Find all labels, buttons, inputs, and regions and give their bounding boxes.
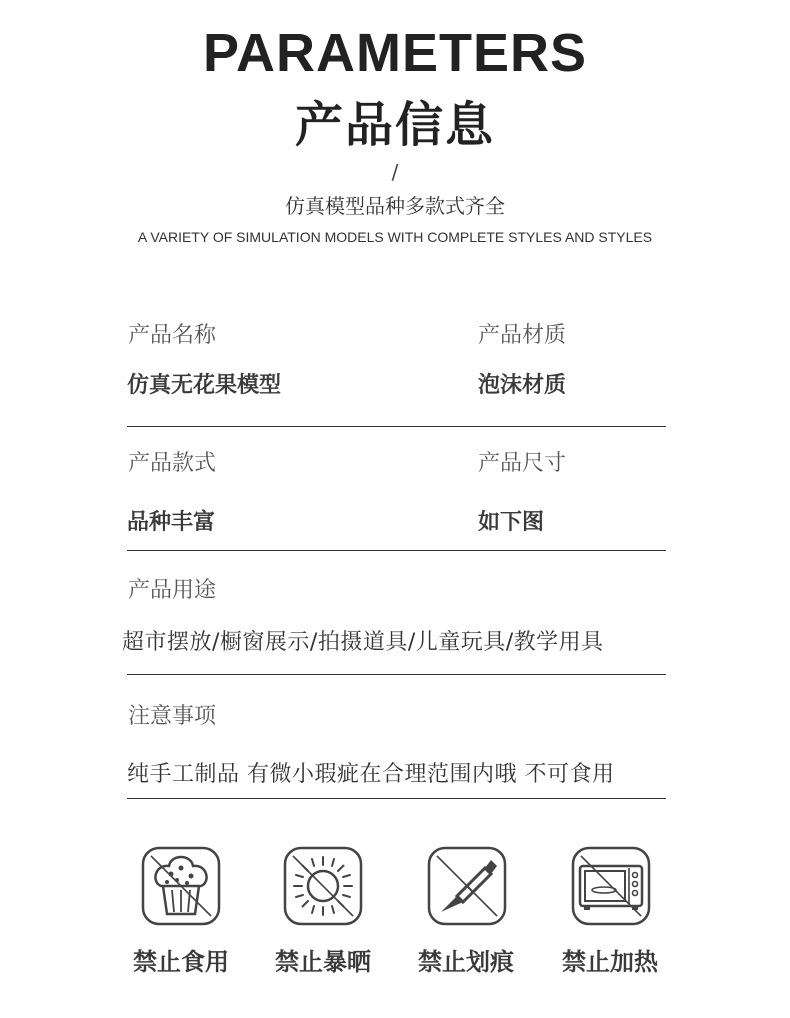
warning-label-no-scratch: 禁止划痕 xyxy=(418,948,514,976)
notes-value: 纯手工制品 有微小瑕疵在合理范围内哦 不可食用 xyxy=(127,762,615,787)
product-usage-label: 产品用途 xyxy=(128,578,217,603)
product-material-value: 泡沫材质 xyxy=(478,373,567,398)
product-size-value: 如下图 xyxy=(478,510,545,535)
divider-line xyxy=(127,674,666,675)
product-style-label: 产品款式 xyxy=(128,451,217,476)
page-title-cn: 产品信息 xyxy=(294,97,495,153)
divider-line xyxy=(127,798,666,799)
product-usage-value: 超市摆放/橱窗展示/拍摄道具/儿童玩具/教学用具 xyxy=(122,630,604,655)
no-heating-microwave-icon xyxy=(571,846,651,926)
no-eating-muffin-icon xyxy=(141,846,221,926)
product-name-label: 产品名称 xyxy=(128,323,217,348)
warning-label-no-eating: 禁止食用 xyxy=(133,948,229,976)
product-size-label: 产品尺寸 xyxy=(478,451,567,476)
notes-label: 注意事项 xyxy=(128,704,217,729)
page-title-en: PARAMETERS xyxy=(202,23,588,83)
subtitle-en: A VARIETY OF SIMULATION MODELS WITH COMPLETE STYLES AND STYLES xyxy=(137,229,653,245)
warning-label-no-heating: 禁止加热 xyxy=(562,948,658,976)
product-style-value: 品种丰富 xyxy=(127,510,216,535)
divider-line xyxy=(127,550,666,551)
no-scratch-knife-icon xyxy=(427,846,507,926)
product-name-value: 仿真无花果模型 xyxy=(127,373,282,398)
divider-line xyxy=(127,426,666,427)
warning-label-no-sun: 禁止暴晒 xyxy=(275,948,371,976)
product-material-label: 产品材质 xyxy=(478,323,567,348)
subtitle-cn: 仿真模型品种多款式齐全 xyxy=(285,194,505,218)
title-divider-slash: / xyxy=(391,160,399,184)
no-sun-exposure-icon xyxy=(283,846,363,926)
